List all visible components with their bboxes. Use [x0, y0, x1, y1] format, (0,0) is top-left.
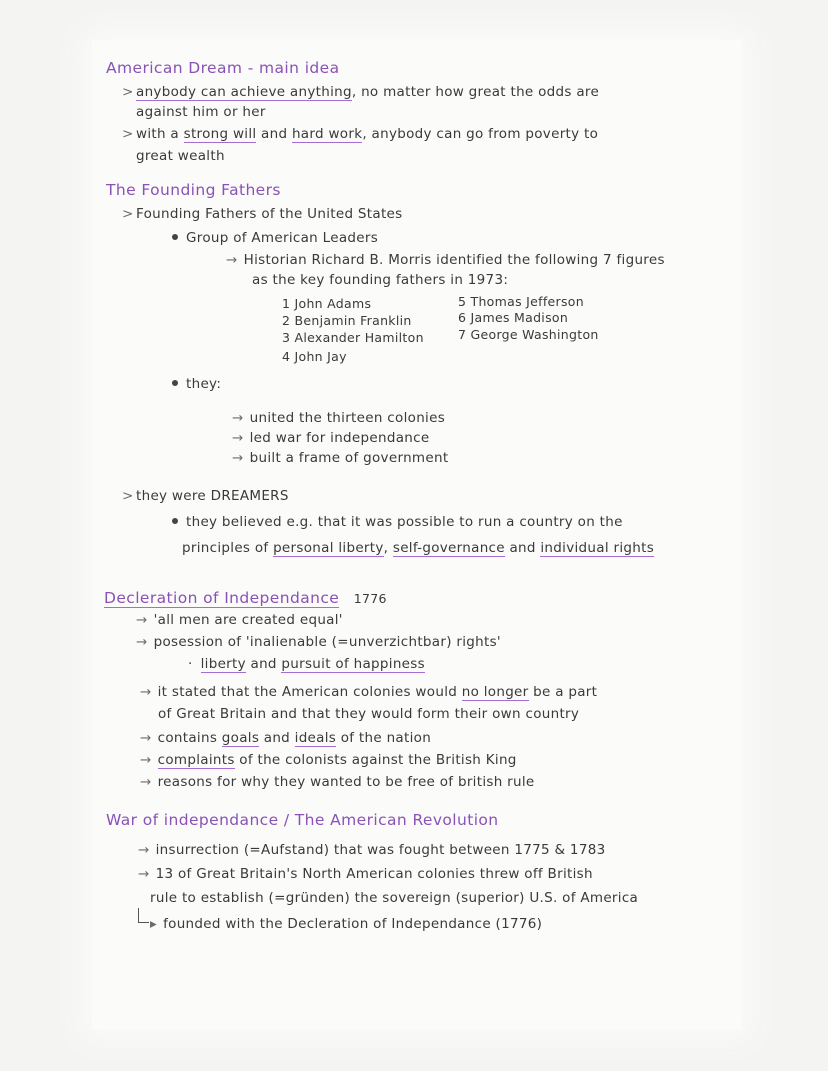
war-line-4: ▸ founded with the Decleration of Independance (1776) [150, 916, 543, 932]
arrow-right-icon: → [140, 752, 152, 768]
dot-icon: · [188, 656, 193, 672]
bullet-icon [172, 518, 178, 524]
chevron-icon: > [122, 126, 134, 142]
heading-founding-fathers: The Founding Fathers [106, 181, 281, 199]
fathers-line-1: > Founding Fathers of the United States [122, 206, 403, 222]
chevron-icon: > [122, 488, 134, 504]
arrow-right-icon: ▸ [150, 916, 158, 932]
arrow-right-icon: → [136, 634, 148, 650]
dreamers-line: > they were DREAMERS [122, 488, 289, 504]
dream-line-1: > anybody can achieve anything, no matter how great the odds are [122, 84, 600, 100]
bullet-icon [172, 234, 178, 240]
arrow-right-icon: → [140, 684, 152, 700]
chevron-icon: > [122, 84, 134, 100]
fathers-line-4: as the key founding fathers in 1973: [252, 272, 509, 288]
heading-american-dream: American Dream - main idea [106, 59, 340, 77]
figure-item: 2 Benjamin Franklin [282, 313, 412, 328]
dream-line-2: against him or her [136, 104, 266, 120]
arrow-right-icon: → [138, 842, 150, 858]
declaration-line-4: → it stated that the American colonies would no longer be a part [140, 684, 598, 700]
figure-item: 3 Alexander Hamilton [282, 330, 424, 345]
declaration-line-5: of Great Britain and that they would form their own country [158, 706, 580, 722]
declaration-line-7: → complaints of the colonists against the British King [140, 752, 517, 768]
declaration-line-1: → 'all men are created equal' [136, 612, 343, 628]
war-line-1: → insurrection (=Aufstand) that was fought between 1775 & 1783 [138, 842, 606, 858]
arrow-right-icon: → [138, 866, 150, 882]
arrow-right-icon: → [140, 774, 152, 790]
war-line-3: rule to establish (=gründen) the sovereign (superior) U.S. of America [150, 890, 639, 906]
dream-line-4: great wealth [136, 148, 225, 164]
war-line-2: → 13 of Great Britain's North American colonies threw off British [138, 866, 593, 882]
dream-line-3: > with a strong will and hard work, anybody can go from poverty to [122, 126, 599, 142]
fathers-line-2: Group of American Leaders [172, 230, 378, 246]
figure-item: 1 John Adams [282, 296, 372, 311]
they-item: → built a frame of government [232, 450, 449, 466]
declaration-line-8: → reasons for why they wanted to be free of british rule [140, 774, 535, 790]
figure-item: 7 George Washington [458, 327, 599, 342]
heading-declaration: Decleration of Independance 1776 [104, 589, 387, 607]
figure-item: 4 John Jay [282, 349, 347, 364]
heading-war-of-independance: War of independance / The American Revolution [106, 811, 499, 829]
elbow-arrow-icon [138, 908, 149, 923]
declaration-line-2: → posession of 'inalienable (=unverzichtbar) rights' [136, 634, 501, 650]
figure-item: 6 James Madison [458, 310, 569, 325]
bullet-icon [172, 380, 178, 386]
they-label: they: [172, 376, 221, 392]
chevron-icon: > [122, 206, 134, 222]
belief-line-2: principles of personal liberty, self-governance and individual rights [182, 540, 655, 556]
figure-item: 5 Thomas Jefferson [458, 294, 584, 309]
belief-line-1: they believed e.g. that it was possible to run a country on the [172, 514, 623, 530]
arrow-right-icon: → [226, 252, 238, 268]
they-item: → united the thirteen colonies [232, 410, 446, 426]
arrow-right-icon: → [140, 730, 152, 746]
arrow-right-icon: → [232, 430, 244, 446]
declaration-line-6: → contains goals and ideals of the nation [140, 730, 432, 746]
fathers-line-3: → Historian Richard B. Morris identified the following 7 figures [226, 252, 665, 268]
they-item: → led war for independance [232, 430, 430, 446]
arrow-right-icon: → [232, 450, 244, 466]
arrow-right-icon: → [232, 410, 244, 426]
arrow-right-icon: → [136, 612, 148, 628]
declaration-line-3: · liberty and pursuit of happiness [188, 656, 425, 672]
